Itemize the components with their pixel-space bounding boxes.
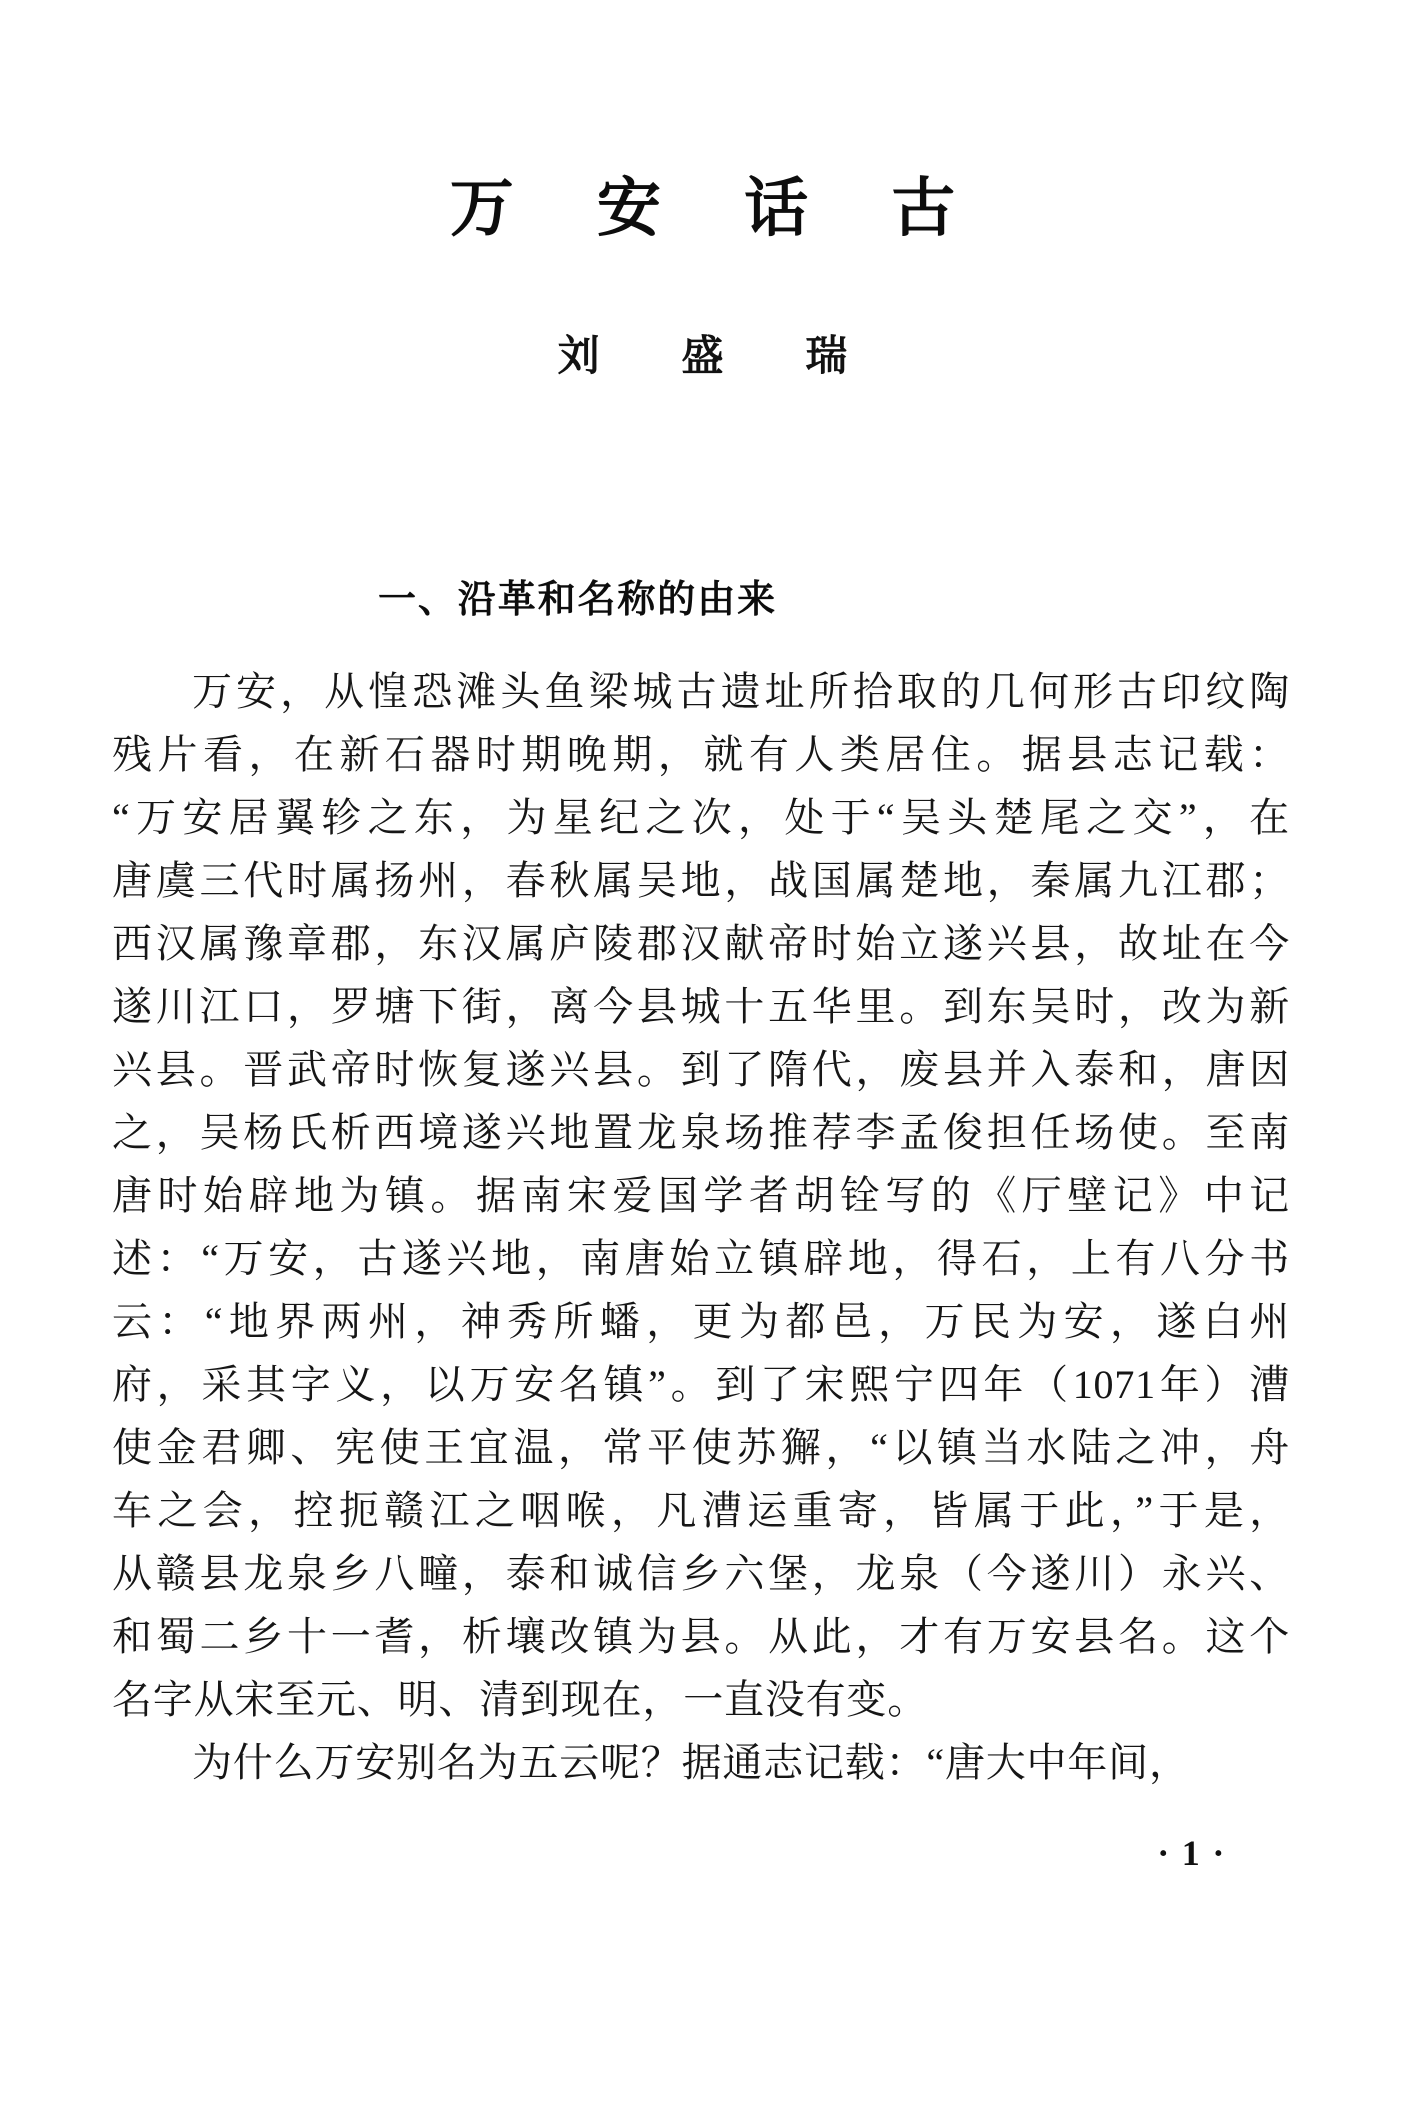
text-line: “万安居翼轸之东，为星纪之次，处于“吴头楚尾之交”，在 bbox=[112, 794, 1290, 840]
page-number: ·1· bbox=[1157, 1833, 1237, 1873]
text-line: 遂川江口，罗塘下街，离今县城十五华里。到东吴时，改为新 bbox=[112, 983, 1290, 1029]
text-line: 为什么万安别名为五云呢？据通志记载：“唐大中年间， bbox=[192, 1739, 1190, 1785]
text-line: 使金君卿、宪使王宜温，常平使苏獬，“以镇当水陆之冲，舟 bbox=[112, 1424, 1290, 1470]
text-line: 府，采其字义，以万安名镇”。到了宋熙宁四年（1071年）漕 bbox=[112, 1361, 1290, 1407]
section-heading: 一、沿革和名称的由来 bbox=[378, 578, 778, 621]
text-line: 万安，从惶恐滩头鱼梁城古遗址所拾取的几何形古印纹陶 bbox=[192, 668, 1290, 714]
text-line: 西汉属豫章郡，东汉属庐陵郡汉献帝时始立遂兴县，故址在今 bbox=[112, 920, 1290, 966]
text-line: 车之会，控扼赣江之咽喉，凡漕运重寄，皆属于此，”于是， bbox=[112, 1487, 1290, 1533]
text-line: 述：“万安，古遂兴地，南唐始立镇辟地，得石，上有八分书 bbox=[112, 1235, 1290, 1281]
text-line: 兴县。晋武帝时恢复遂兴县。到了隋代，废县并入泰和，唐因 bbox=[112, 1046, 1290, 1092]
body-text bbox=[0, 660, 1405, 1794]
text-line: 名字从宋至元、明、清到现在，一直没有变。 bbox=[112, 1676, 928, 1722]
page-title: 万安话古 bbox=[449, 172, 1039, 244]
text-line: 和蜀二乡十一耆，析壤改镇为县。从此，才有万安县名。这个 bbox=[112, 1613, 1290, 1659]
text-line: 之，吴杨氏析西境遂兴地置龙泉场推荐李孟俊担任场使。至南 bbox=[112, 1109, 1290, 1155]
text-line: 云：“地界两州，神秀所蟠，更为都邑，万民为安，遂白州 bbox=[112, 1298, 1290, 1344]
text-line: 唐时始辟地为镇。据南宋爱国学者胡铨写的《厅壁记》中记 bbox=[112, 1172, 1290, 1218]
text-line: 唐虞三代时属扬州，春秋属吴地，战国属楚地，秦属九江郡； bbox=[112, 857, 1290, 903]
text-line: 残片看，在新石器时期晚期，就有人类居住。据县志记载： bbox=[112, 731, 1290, 777]
text-line: 从赣县龙泉乡八疃，泰和诚信乡六堡，龙泉（今遂川）永兴、 bbox=[112, 1550, 1290, 1596]
author-name: 刘盛瑞 bbox=[557, 333, 930, 380]
